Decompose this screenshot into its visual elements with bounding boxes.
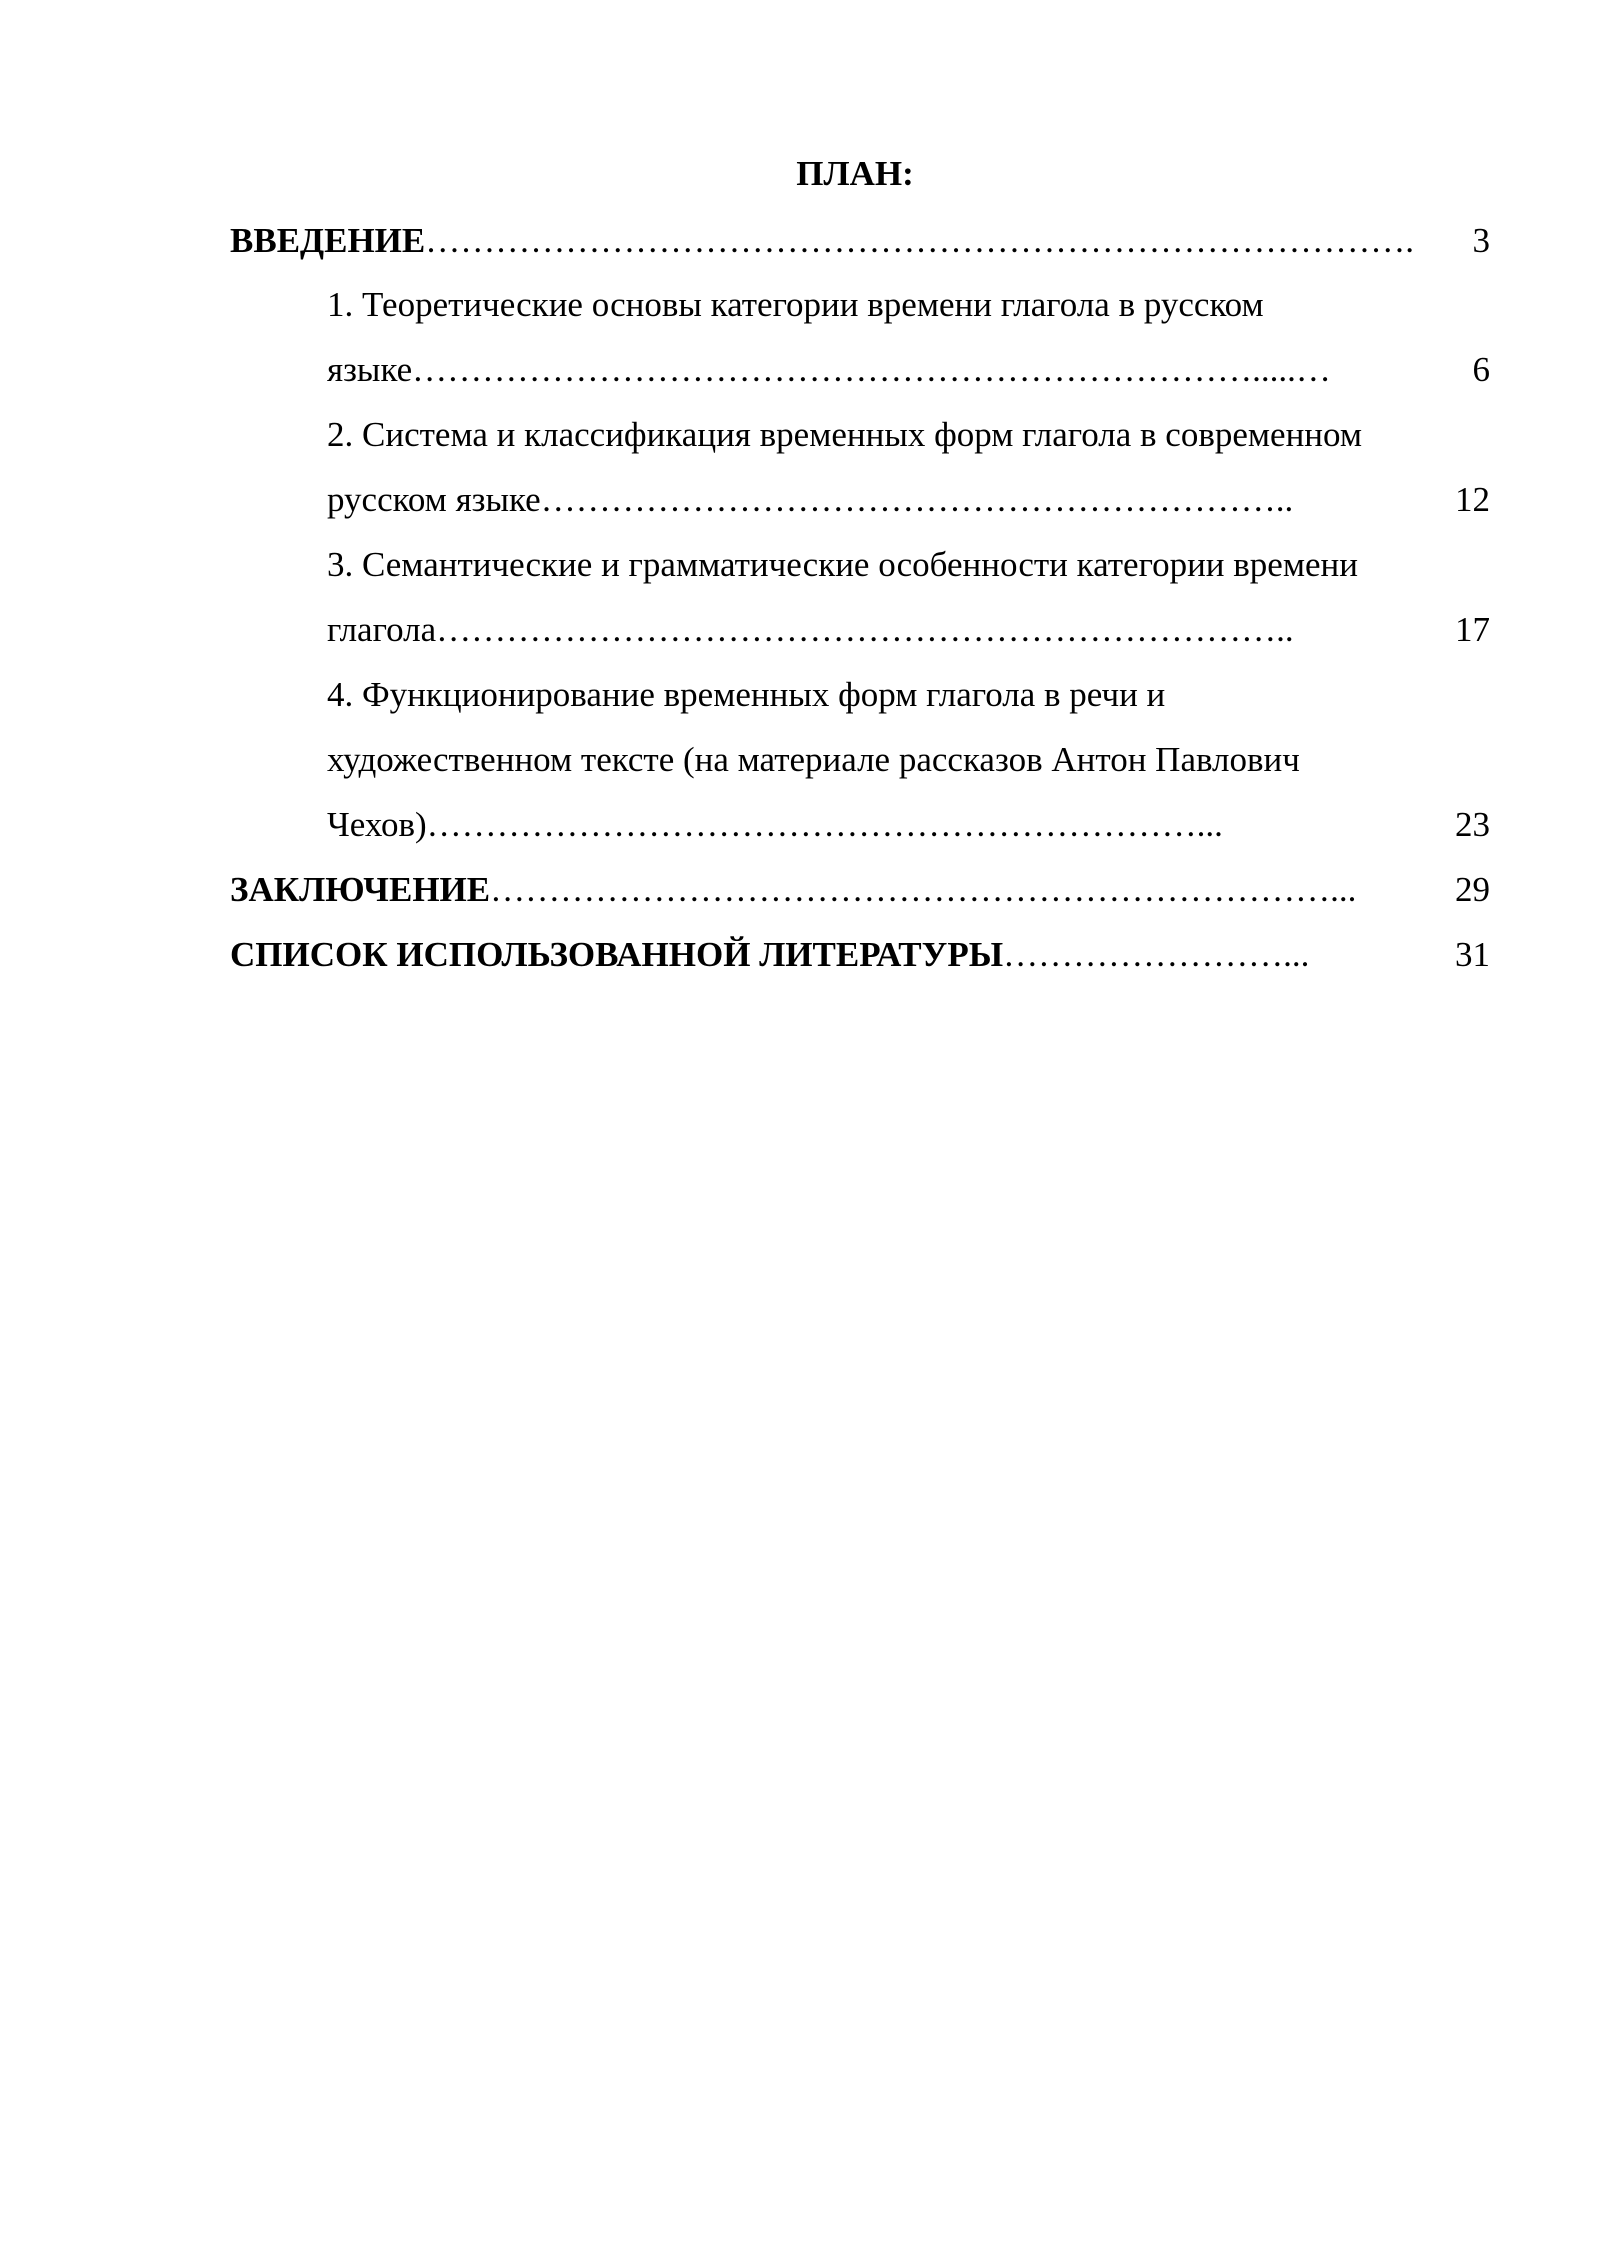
toc-item-introduction[interactable] <box>230 208 1490 274</box>
toc-item-4-line-2 <box>327 727 1490 793</box>
toc-item-3[interactable] <box>327 597 1490 663</box>
toc-leader-dots: …………………………………………………………... <box>426 805 1223 844</box>
toc-item-label: ВВЕДЕНИЕ <box>230 221 426 260</box>
toc-leader-dots: ……………………………………………………………….. <box>436 610 1294 649</box>
toc-page-number: 3 <box>1473 208 1491 274</box>
toc-page-number: 6 <box>1473 337 1491 403</box>
toc-item-4[interactable] <box>327 792 1490 858</box>
toc-leader-dots: ………………………………………………………………... <box>490 870 1357 909</box>
toc-item-label: СПИСОК ИСПОЛЬЗОВАННОЙ ЛИТЕРАТУРЫ <box>230 935 1004 974</box>
toc-item-4-line-1 <box>327 662 1490 728</box>
toc-item-1[interactable] <box>327 337 1490 403</box>
toc-leader-dots: ……………………………………………………….. <box>540 480 1294 519</box>
toc-leader-dots: …………………………………………………………………………. <box>425 221 1415 260</box>
toc-item-label: глагола <box>327 610 437 649</box>
toc-leader-dots: ……………………... <box>1003 935 1310 974</box>
page-title: ПЛАН: <box>796 154 914 193</box>
toc-page-number: 29 <box>1455 857 1490 923</box>
toc-item-label: ЗАКЛЮЧЕНИЕ <box>230 870 491 909</box>
toc-item-3-line-1 <box>327 532 1490 598</box>
toc-page-number: 17 <box>1455 597 1490 663</box>
toc-item-2-line-1 <box>327 402 1490 468</box>
toc-item-label: художественном тексте (на материале рассказов Антон Павлович <box>327 740 1300 779</box>
toc-item-label: русском языке <box>327 480 541 519</box>
toc-item-2[interactable] <box>327 467 1490 533</box>
toc-leader-dots: ……………………………………………………………….....… <box>412 350 1331 389</box>
toc-item-label: 4. Функционирование временных форм глагола в речи и <box>327 675 1166 714</box>
toc-item-1-line-1 <box>327 272 1490 338</box>
toc-item-label: 2. Система и классификация временных форм глагола в современном <box>327 415 1363 454</box>
toc-page-number: 23 <box>1455 792 1490 858</box>
toc-item-conclusion[interactable] <box>230 857 1490 923</box>
toc-item-label: 1. Теоретические основы категории времени глагола в русском <box>327 285 1264 324</box>
toc-item-label: 3. Семантические и грамматические особенности категории времени <box>327 545 1358 584</box>
toc-item-bibliography[interactable] <box>230 922 1490 988</box>
toc-page-number: 12 <box>1455 467 1490 533</box>
toc-item-label: языке <box>327 350 413 389</box>
toc-item-label: Чехов) <box>327 805 427 844</box>
toc-page-number: 31 <box>1455 922 1490 988</box>
